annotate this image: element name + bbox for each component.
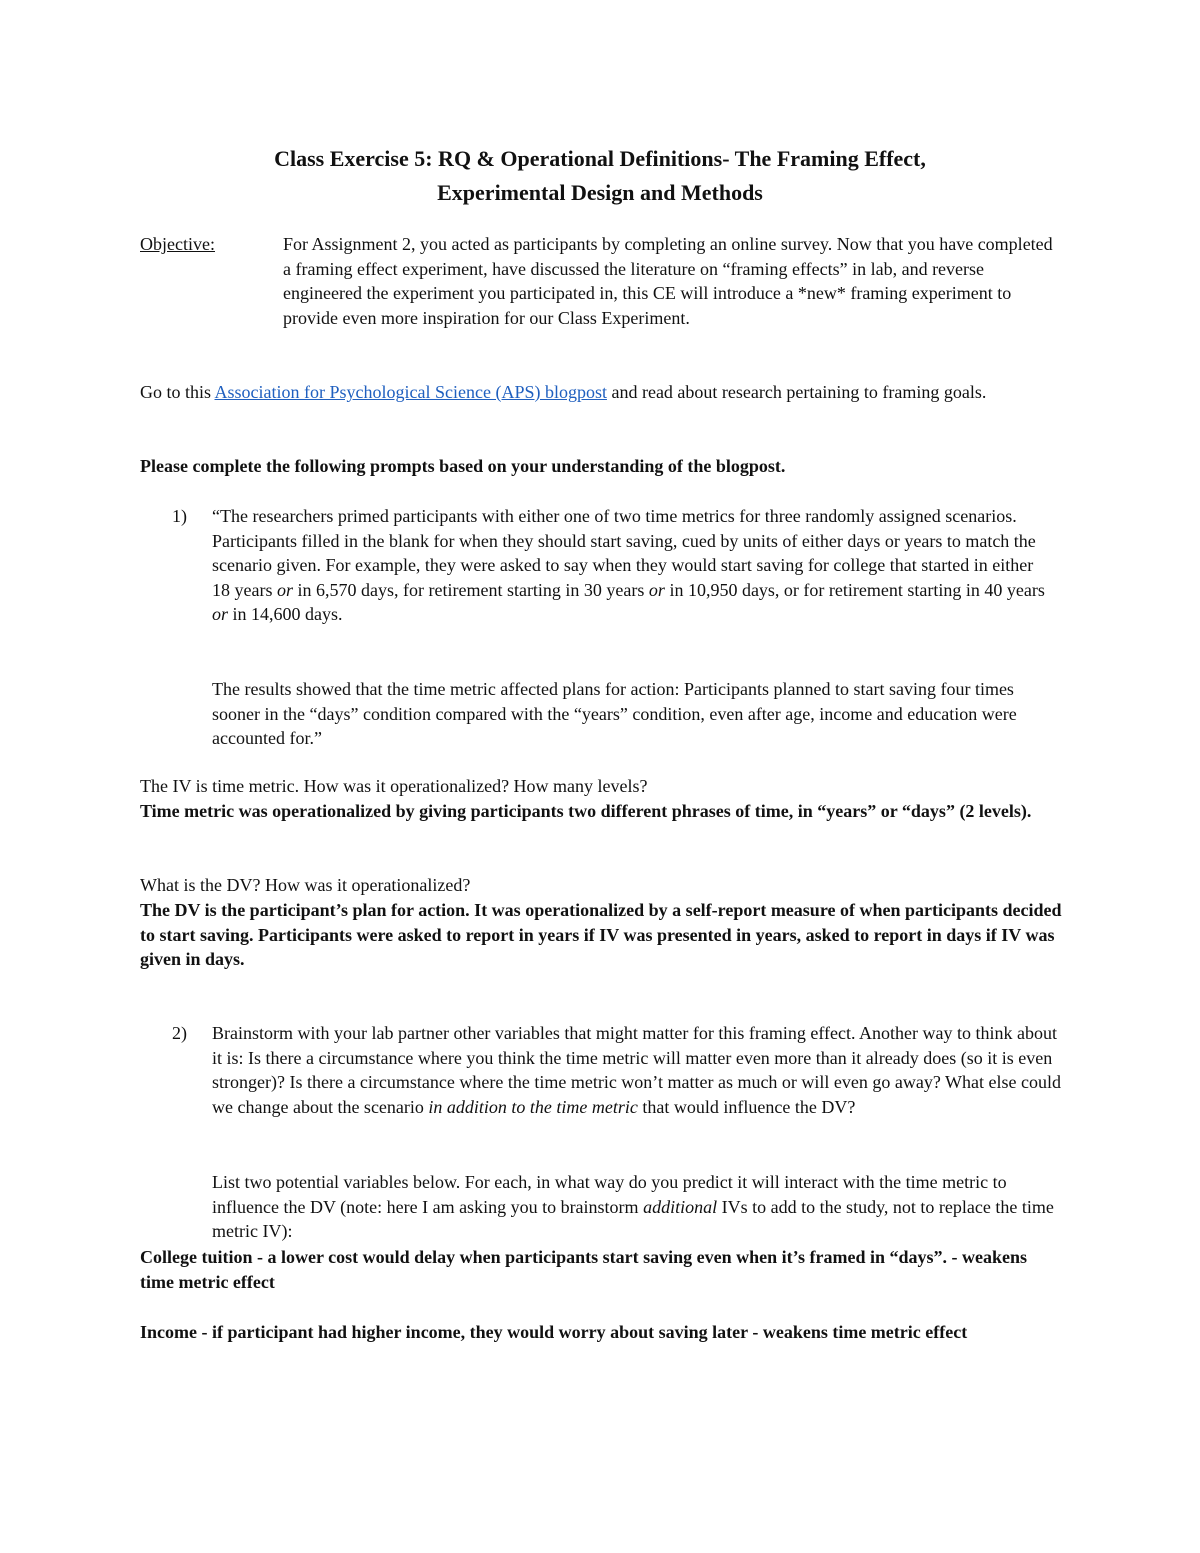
- question-1-quote: [212, 504, 1052, 627]
- prompt-italic-phrase: in addition to the time metric: [428, 1096, 638, 1117]
- question-2-instructions: [212, 1170, 1062, 1244]
- answer-income: Income - if participant had higher income, they would worry about saving later - weakens time metric effect: [140, 1322, 968, 1342]
- question-2-prompt: [212, 1021, 1062, 1119]
- intro-text-after: and read about research pertaining to framing goals.: [606, 382, 987, 402]
- dv-question: What is the DV? How was it operationalized?: [140, 875, 471, 895]
- objective-label: Objective:: [140, 234, 215, 254]
- quote-text-part-3: in 10,950 days, or for retirement starting in 40 years: [664, 579, 1045, 600]
- iv-answer: Time metric was operationalized by giving participants two different phrases of time, in “years” or “days” (2 levels).: [140, 801, 1032, 821]
- quote-or-2: or: [648, 579, 665, 600]
- document-title-line-1: Class Exercise 5: RQ & Operational Definitions- The Framing Effect,: [274, 146, 926, 171]
- quote-text-part-4: in 14,600 days.: [228, 604, 343, 625]
- aps-blogpost-link[interactable]: Association for Psychological Science (APS) blogpost: [214, 382, 607, 402]
- document-title-line-2: Experimental Design and Methods: [437, 180, 763, 205]
- quote-text-part-1: “The researchers primed participants with either one of two time metrics for three randomly assigned scenarios. Participants filled in the blank for when they should start saving, cued by units of either days or years to match the scenario given. For example, they were asked to say when they would start saving for college that started in either 18 years: [212, 506, 1036, 600]
- question-2-number: 2): [172, 1023, 187, 1043]
- question-1-results-quote: The results showed that the time metric affected plans for action: Participants planned to start saving four times sooner in the “days” condition compared with the “years” condition, even after age, income and education were accounted for.”: [212, 679, 1017, 749]
- intro-text-before: Go to this: [140, 382, 215, 402]
- quote-or-1: or: [276, 579, 293, 600]
- prompt-text-part-2: that would influence the DV?: [637, 1096, 856, 1117]
- quote-text-part-2: in 6,570 days, for retirement starting in 30 years: [293, 579, 649, 600]
- instruction-heading: Please complete the following prompts based on your understanding of the blogpost.: [140, 456, 786, 476]
- instructions-text-part-1: List two potential variables below. For each, in what way do you predict it will interact with the time metric to influence the DV (note: here I am asking you to brainstorm: [212, 1172, 1007, 1217]
- prompt-text-part-1: Brainstorm with your lab partner other variables that might matter for this framing effect. Another way to think about it is: Is there a circumstance where you think the time metric will matter even more than it already does (so it is even stronger)? Is there a circumstance where the time metric won’t matter as much or will even go away? What else could we change about the scenario: [212, 1023, 1062, 1117]
- instructions-text-part-2: IVs to add to the study, not to replace the time metric IV):: [212, 1196, 1054, 1242]
- instructions-italic-word: additional: [643, 1196, 718, 1217]
- dv-answer: The DV is the participant’s plan for action. It was operationalized by a self-report measure of when participants decided to start saving. Participants were asked to report in years if IV was presented in years, asked to report in days if IV was given in days.: [140, 900, 1062, 970]
- quote-or-3: or: [212, 604, 229, 625]
- iv-question: The IV is time metric. How was it operationalized? How many levels?: [140, 776, 648, 796]
- question-1-number: 1): [172, 506, 187, 526]
- intro-paragraph: [140, 380, 1050, 405]
- objective-text: For Assignment 2, you acted as participants by completing an online survey. Now that you have completed a framing effect experiment, have discussed the literature on “framing effects” in lab, and reverse engineered the experiment you participated in, this CE will introduce a *new* framing experiment to provide even more inspiration for our Class Experiment.: [283, 234, 1053, 328]
- answer-college-tuition: College tuition - a lower cost would delay when participants start saving even when it’s framed in “days”. - weakens time metric effect: [140, 1247, 1027, 1292]
